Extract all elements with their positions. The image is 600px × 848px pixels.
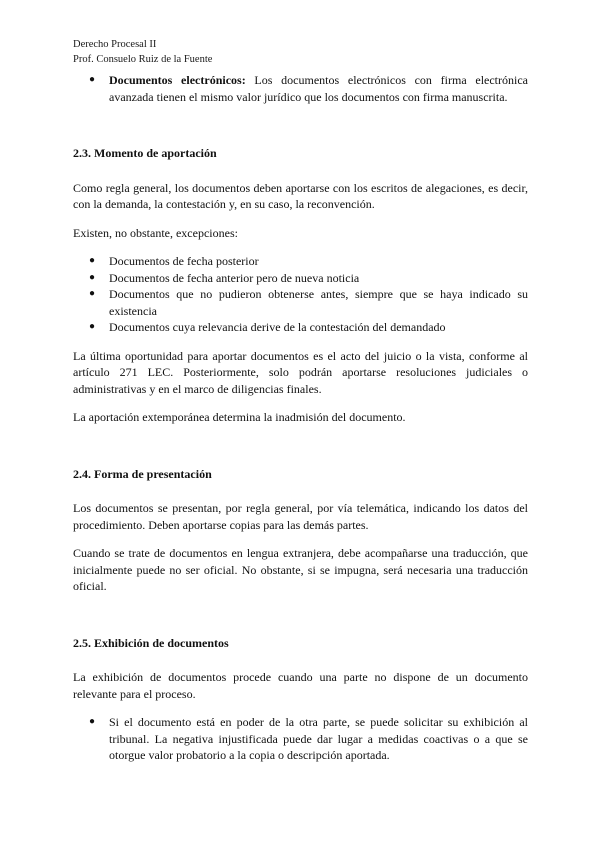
bullet-icon: ● [89, 255, 96, 266]
bullet-bold-label: Documentos electrónicos: [109, 73, 246, 87]
paragraph: Como regla general, los documentos deben aportarse con los escritos de alegaciones, es decir, con la demanda, la contestación y, en su caso, la reconvención. [73, 180, 528, 211]
bullet-icon: ● [89, 271, 96, 283]
bullet-icon: ● [89, 321, 96, 332]
exhibition-list [73, 714, 528, 764]
section-heading-2-5: 2.5. Exhibición de documentos [73, 635, 229, 650]
list-item-text: Documentos de fecha posterior [109, 254, 259, 268]
paragraph: La exhibición de documentos procede cuando una parte no dispone de un documento relevante para el proceso. [73, 670, 528, 701]
list-item-text: Documentos de fecha anterior pero de nueva noticia [109, 270, 360, 285]
list-item [73, 270, 528, 287]
bullet-icon: ● [89, 288, 96, 299]
section-heading-2-4: 2.4. Forma de presentación [73, 466, 212, 481]
list-item-text: Documentos que no pudieron obtenerse antes, siempre que se haya indicado su existencia [109, 287, 528, 318]
page-header [73, 37, 212, 67]
exceptions-list [73, 253, 528, 336]
list-item-text: Si el documento está en poder de la otra parte, se puede solicitar su exhibición al tribunal. La negativa injustificada puede dar lugar a medidas coactivas o a que se otorgue valor probatorio a la copia o descripción aportada. [109, 715, 528, 762]
list-item [73, 286, 528, 319]
list-item-text: Documentos cuya relevancia derive de la contestación del demandado [109, 320, 446, 334]
course-title: Derecho Procesal II [73, 39, 157, 50]
professor-name: Prof. Consuelo Ruiz de la Fuente [73, 54, 213, 65]
list-item [73, 253, 528, 270]
intro-list [73, 72, 528, 105]
bullet-text: Los documentos electrónicos con firma electrónica avanzada tienen el mismo valor jurídico que los documentos con firma manuscrita. [109, 73, 529, 104]
paragraph: Existen, no obstante, excepciones: [73, 225, 238, 240]
document-body [73, 72, 528, 764]
list-item [73, 714, 528, 764]
list-item [73, 319, 528, 336]
list-item [73, 72, 528, 105]
section-heading-2-3: 2.3. Momento de aportación [73, 146, 217, 160]
bullet-icon: ● [89, 74, 96, 85]
paragraph: La última oportunidad para aportar documentos es el acto del juicio o la vista, conforme al artículo 271 LEC. Posteriormente, solo podrán aportarse resoluciones judiciales o administrativas y en el marco de diligencias finales. [73, 348, 528, 396]
paragraph: La aportación extemporánea determina la inadmisión del documento. [73, 410, 406, 424]
bullet-icon: ● [89, 716, 96, 727]
paragraph: Los documentos se presentan, por regla general, por vía telemática, indicando los datos del procedimiento. Deben aportarse copias para las demás partes. [73, 501, 528, 532]
paragraph: Cuando se trate de documentos en lengua extranjera, debe acompañarse una traducción, que inicialmente puede no ser oficial. No obstante, si se impugna, será necesaria una traducción oficial. [73, 546, 528, 593]
